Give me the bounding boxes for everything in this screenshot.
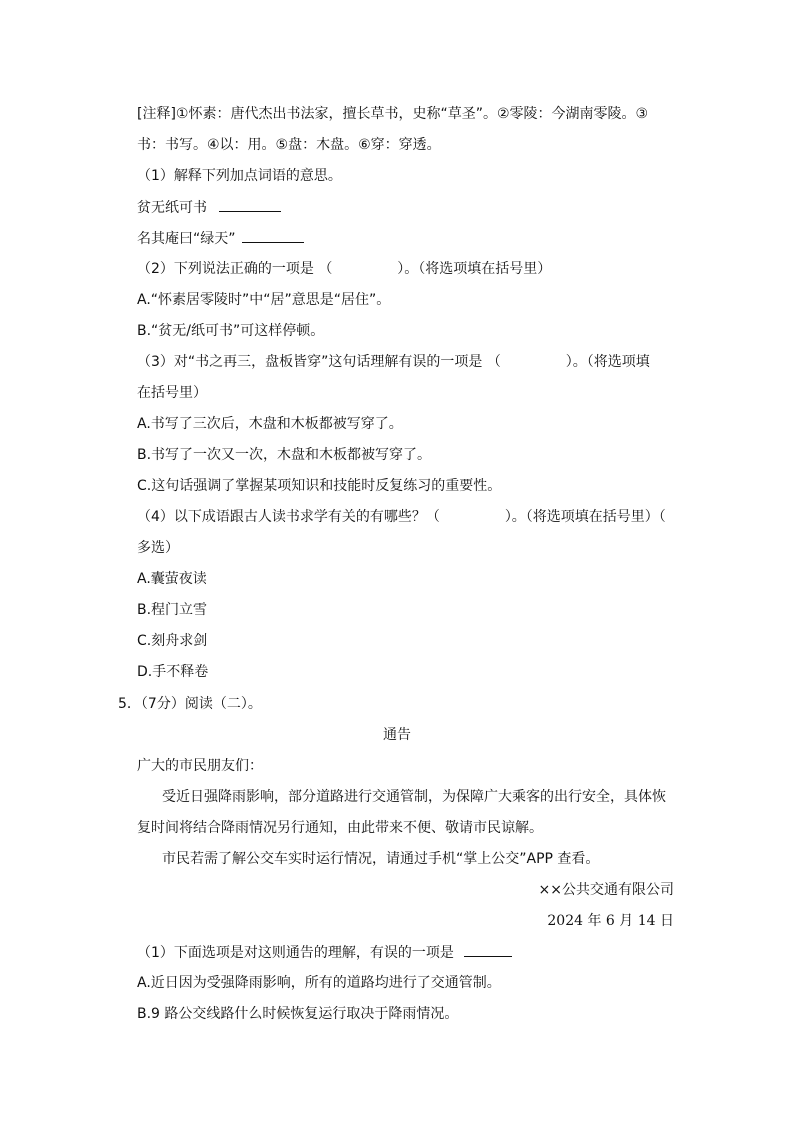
notice-title: 通告 [383, 727, 411, 743]
q2-option-b: B.“贫无/纸可书”可这样停顿。 [137, 323, 325, 339]
notice-signature: ××公共交通有限公司 [538, 882, 674, 898]
q5-sub1-prompt [137, 942, 512, 963]
q3-prompt-line-1 [137, 352, 650, 372]
q2-prompt [137, 259, 551, 279]
q4-option-d: D.手不释卷 [137, 664, 209, 680]
q1-prompt: （1）解释下列加点词语的意思。 [137, 168, 342, 184]
notice-para-2: 市民若需了解公交车实时运行情况，请通过手机“掌上公交”APP 查看。 [162, 851, 600, 867]
q5-sub1-option-a: A.近日因为受强降雨影响，所有的道路均进行了交通管制。 [137, 975, 501, 991]
note-line-2: 书：书写。④以：用。⑤盘：木盘。⑥穿：穿透。 [137, 137, 441, 153]
q2-prompt-end: ）。（将选项填在括号里） [397, 261, 552, 277]
q3-prompt-end: ）。（将选项填 [565, 354, 650, 370]
notice-para-1-line-2: 复时间将结合降雨情况另行通知，由此带来不便、敬请市民谅解。 [137, 820, 543, 836]
q3-prompt-start: （3）对“书之再三，盘板皆穿”这句话理解有误的一项是 （ [137, 354, 501, 370]
q1-item-2 [137, 228, 304, 249]
q5-sub1-blank[interactable] [464, 942, 512, 957]
q5-sub1-prompt-text: （1）下面选项是对这则通告的理解，有误的一项是 [137, 945, 454, 961]
q4-prompt-end: ）。（将选项填在括号里）（ [504, 509, 666, 525]
q1-item-2-text: 名其庵曰“绿天” [137, 231, 236, 247]
notice-greeting: 广大的市民朋友们： [137, 758, 263, 774]
notice-date: 2024 年 6 月 14 日 [547, 913, 674, 929]
q4-option-c: C.刻舟求剑 [137, 633, 208, 649]
q3-option-b: B.书写了一次又一次，木盘和木板都被写穿了。 [137, 447, 432, 463]
q3-option-c: C.这句话强调了掌握某项知识和技能时反复练习的重要性。 [137, 478, 502, 494]
q5-header: 5．（7分）阅读（二）。 [118, 696, 262, 712]
q3-option-a: A.书写了三次后，木盘和木板都被写穿了。 [137, 416, 403, 432]
q4-prompt-line-2: 多选） [137, 540, 179, 556]
q1-item-2-blank[interactable] [242, 228, 304, 243]
q4-option-b: B.程门立雪 [137, 602, 208, 618]
q4-option-a: A.囊萤夜读 [137, 571, 207, 587]
notice-para-1-line-1: 受近日强降雨影响，部分道路进行交通管制，为保障广大乘客的出行安全，具体恢 [162, 789, 666, 805]
q5-sub1-option-b: B.9 路公交线路什么时候恢复运行取决于降雨情况。 [137, 1006, 459, 1022]
note-line-1: [注释]①怀素：唐代杰出书法家，擅长草书，史称“草圣”。②零陵：今湖南零陵。③ [137, 106, 649, 122]
q4-prompt-line-1 [137, 507, 666, 527]
q2-prompt-start: （2）下列说法正确的一项是 （ [137, 261, 333, 277]
q1-item-1-text: 贫无纸可书 [137, 200, 207, 216]
q1-item-1 [137, 197, 281, 218]
q2-option-a: A.“怀素居零陵时”中“居”意思是“居住”。 [137, 292, 391, 308]
q1-item-1-blank[interactable] [219, 197, 281, 212]
q3-prompt-line-2: 在括号里） [137, 385, 207, 401]
q4-prompt-start: （4）以下成语跟古人读书求学有关的有哪些？（ [137, 509, 440, 525]
